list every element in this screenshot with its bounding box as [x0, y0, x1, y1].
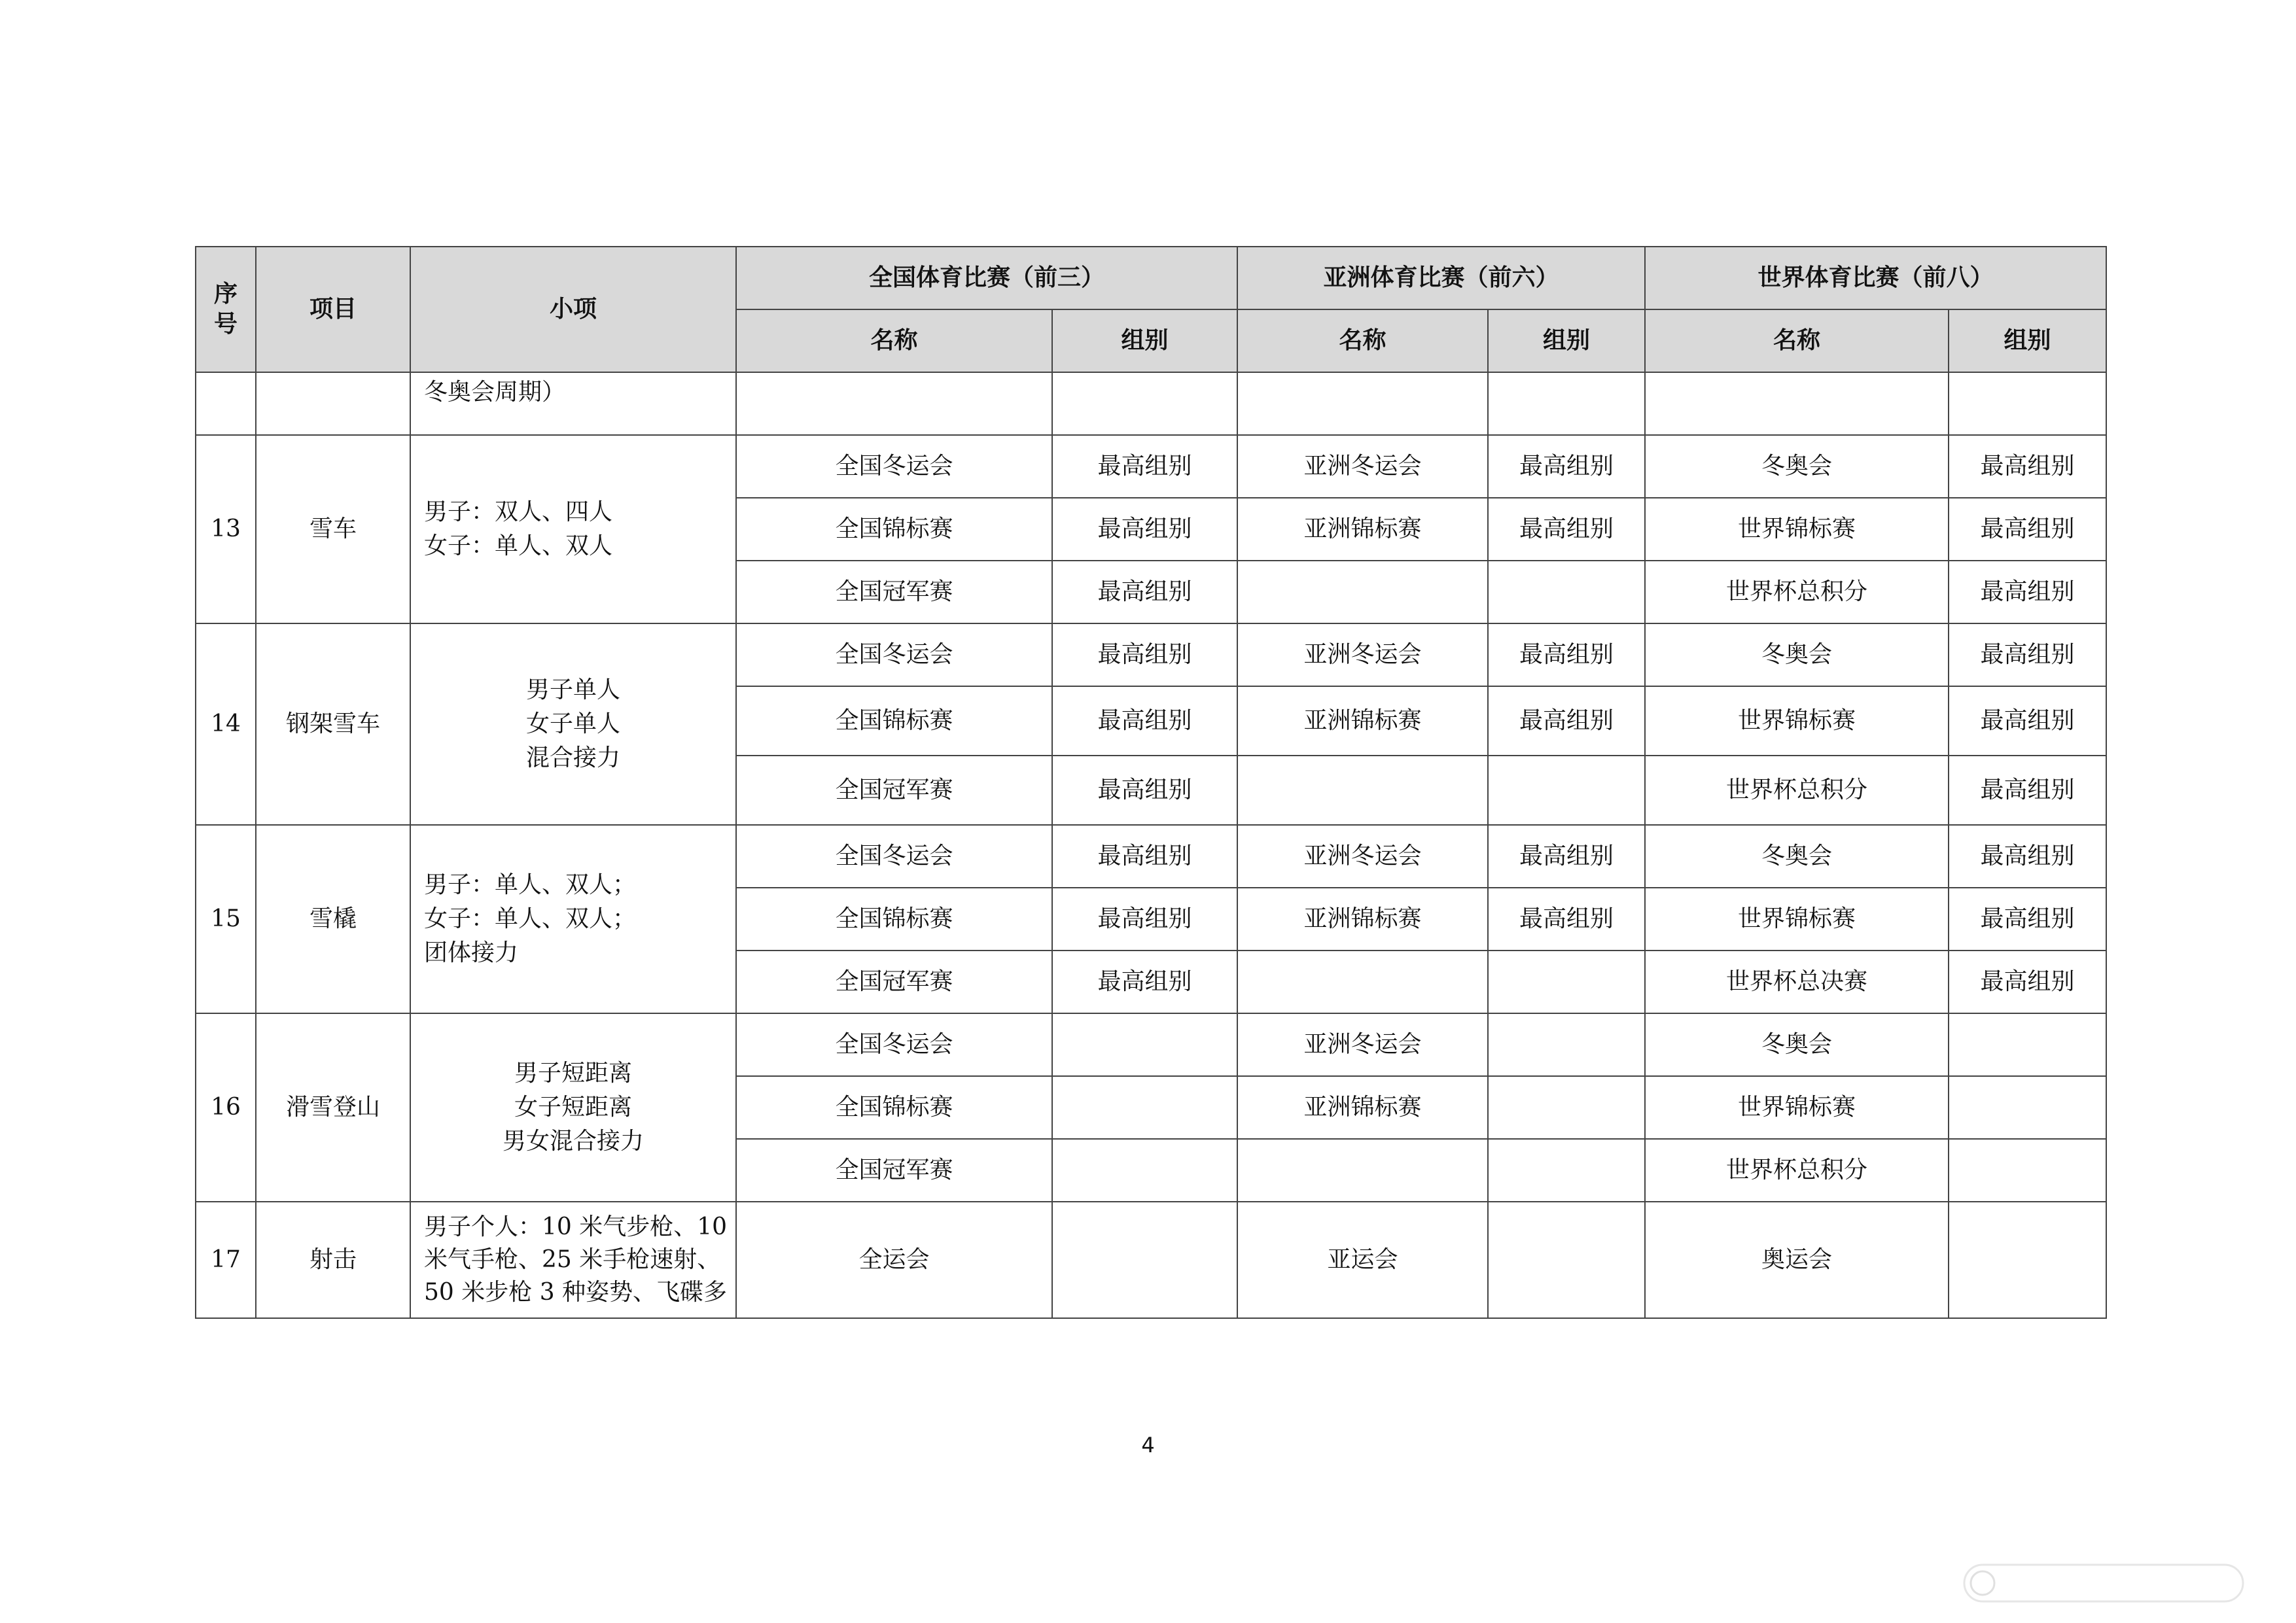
cell-national-group: [1052, 1139, 1237, 1202]
cell-national-name: 全国锦标赛: [736, 498, 1052, 561]
subitem-line: 男子：单人、双人；: [424, 871, 637, 898]
header-world: 世界体育比赛（前八）: [1645, 247, 2106, 309]
cell-asian-name: 亚洲锦标赛: [1237, 498, 1488, 561]
cell-asian-name: 亚洲锦标赛: [1237, 888, 1488, 951]
cell-asian-name: 亚洲冬运会: [1237, 825, 1488, 888]
cell-world-group: 最高组别: [1949, 951, 2106, 1013]
cell-national-group: 最高组别: [1052, 756, 1237, 825]
cell-world-name: 世界杯总积分: [1645, 1139, 1949, 1202]
cell-seq: 16: [196, 1013, 256, 1202]
cell-national-group: 最高组别: [1052, 888, 1237, 951]
cell-world-name: 冬奥会: [1645, 623, 1949, 686]
table-row: [196, 1202, 2106, 1318]
cell-project: 雪车: [256, 435, 410, 623]
cell-national-name: 全国冠军赛: [736, 951, 1052, 1013]
cell-asian-name: 亚运会: [1237, 1202, 1488, 1318]
watermark-logo-icon: [1963, 1563, 2244, 1603]
cell-national-group: [1052, 1013, 1237, 1076]
cell-subitem: [410, 825, 736, 1013]
header-national-group: 组别: [1052, 309, 1237, 372]
cell-asian-name: [1237, 756, 1488, 825]
page-number: 4: [1141, 1433, 1155, 1457]
cell-project: 滑雪登山: [256, 1013, 410, 1202]
cell-national-name: 全国冠军赛: [736, 561, 1052, 623]
cell-national-group: 最高组别: [1052, 561, 1237, 623]
cell-national-group: 最高组别: [1052, 623, 1237, 686]
cell-asian-group: [1488, 1139, 1645, 1202]
cell-world-name: 冬奥会: [1645, 1013, 1949, 1076]
cell-empty: [1645, 372, 1949, 435]
subitem-line: 男子：双人、四人: [424, 498, 613, 525]
cell-subitem: [410, 1013, 736, 1202]
cell-national-name: 全国冬运会: [736, 435, 1052, 498]
cell-national-name: 全国锦标赛: [736, 888, 1052, 951]
cell-project: 射击: [256, 1202, 410, 1318]
cell-asian-name: 亚洲锦标赛: [1237, 686, 1488, 756]
table-row: [196, 825, 2106, 888]
cell-asian-name: 亚洲冬运会: [1237, 435, 1488, 498]
cell-asian-group: 最高组别: [1488, 498, 1645, 561]
cell-world-group: 最高组别: [1949, 825, 2106, 888]
cell-world-group: [1949, 1139, 2106, 1202]
cell-world-group: [1949, 1076, 2106, 1139]
cell-world-group: 最高组别: [1949, 498, 2106, 561]
cell-world-name: 世界杯总积分: [1645, 561, 1949, 623]
cell-asian-group: 最高组别: [1488, 435, 1645, 498]
cell-national-name: 全国冠军赛: [736, 1139, 1052, 1202]
header-project: 项目: [256, 247, 410, 372]
cell-national-group: 最高组别: [1052, 951, 1237, 1013]
cell-national-name: 全国冬运会: [736, 1013, 1052, 1076]
header-asian-group: 组别: [1488, 309, 1645, 372]
continued-seq: [196, 372, 256, 435]
cell-world-name: 世界锦标赛: [1645, 1076, 1949, 1139]
cell-world-group: 最高组别: [1949, 686, 2106, 756]
subitem-line: 男女混合接力: [502, 1128, 644, 1155]
cell-asian-name: [1237, 1139, 1488, 1202]
cell-asian-group: [1488, 951, 1645, 1013]
cell-seq: 13: [196, 435, 256, 623]
cell-project: 钢架雪车: [256, 623, 410, 825]
cell-asian-name: [1237, 951, 1488, 1013]
cell-world-group: [1949, 1013, 2106, 1076]
subitem-line: 50 米步枪 3 种姿势、飞碟多: [424, 1279, 728, 1306]
cell-asian-group: [1488, 1202, 1645, 1318]
header-world-name: 名称: [1645, 309, 1949, 372]
cell-seq: 15: [196, 825, 256, 1013]
cell-world-group: 最高组别: [1949, 623, 2106, 686]
cell-national-group: 最高组别: [1052, 825, 1237, 888]
cell-world-name: 世界锦标赛: [1645, 686, 1949, 756]
cell-project: 雪橇: [256, 825, 410, 1013]
cell-national-group: 最高组别: [1052, 498, 1237, 561]
cell-world-name: 世界锦标赛: [1645, 498, 1949, 561]
cell-empty: [1052, 372, 1237, 435]
cell-asian-group: [1488, 1076, 1645, 1139]
cell-world-group: [1949, 1202, 2106, 1318]
subitem-line: 女子短距离: [514, 1094, 632, 1121]
cell-asian-group: 最高组别: [1488, 623, 1645, 686]
cell-world-name: 世界锦标赛: [1645, 888, 1949, 951]
cell-national-name: 全国冬运会: [736, 825, 1052, 888]
subitem-line: 男子单人: [525, 676, 620, 703]
cell-asian-group: [1488, 1013, 1645, 1076]
subitem-line: 女子：单人、双人: [424, 532, 613, 559]
cell-seq: 17: [196, 1202, 256, 1318]
cell-national-group: 最高组别: [1052, 686, 1237, 756]
subitem-line: 团体接力: [424, 939, 519, 966]
cell-asian-group: [1488, 756, 1645, 825]
cell-asian-group: 最高组别: [1488, 888, 1645, 951]
cell-subitem: [410, 1202, 736, 1318]
continued-project: [256, 372, 410, 435]
cell-world-group: 最高组别: [1949, 888, 2106, 951]
cell-subitem: [410, 623, 736, 825]
header-national: 全国体育比赛（前三）: [736, 247, 1237, 309]
header-asian-name: 名称: [1237, 309, 1488, 372]
cell-world-name: 冬奥会: [1645, 825, 1949, 888]
subitem-line: 混合接力: [525, 744, 620, 771]
header-world-group: 组别: [1949, 309, 2106, 372]
cell-national-group: [1052, 1202, 1237, 1318]
cell-national-name: 全国冬运会: [736, 623, 1052, 686]
subitem-line: 女子：单人、双人；: [424, 905, 637, 932]
header-subitem: 小项: [410, 247, 736, 372]
cell-empty: [1237, 372, 1488, 435]
header-national-name: 名称: [736, 309, 1052, 372]
cell-empty: [736, 372, 1052, 435]
sports-events-table: [195, 246, 2107, 1319]
cell-asian-name: 亚洲冬运会: [1237, 623, 1488, 686]
cell-world-name: 奥运会: [1645, 1202, 1949, 1318]
cell-asian-name: 亚洲锦标赛: [1237, 1076, 1488, 1139]
cell-world-group: 最高组别: [1949, 756, 2106, 825]
cell-asian-name: [1237, 561, 1488, 623]
cell-asian-group: 最高组别: [1488, 825, 1645, 888]
cell-world-group: 最高组别: [1949, 561, 2106, 623]
subitem-line: 男子个人：10 米气步枪、10: [424, 1213, 728, 1240]
table-row: [196, 1013, 2106, 1076]
cell-national-name: 全运会: [736, 1202, 1052, 1318]
cell-asian-group: [1488, 561, 1645, 623]
table-row-continued: [196, 372, 2106, 435]
cell-national-group: [1052, 1076, 1237, 1139]
cell-world-group: 最高组别: [1949, 435, 2106, 498]
header-asian: 亚洲体育比赛（前六）: [1237, 247, 1645, 309]
header-seq: 序号: [196, 247, 256, 372]
cell-subitem: [410, 435, 736, 623]
cell-world-name: 世界杯总决赛: [1645, 951, 1949, 1013]
cell-seq: 14: [196, 623, 256, 825]
subitem-line: 米气手枪、25 米手枪速射、: [424, 1246, 721, 1273]
cell-national-name: 全国锦标赛: [736, 1076, 1052, 1139]
cell-national-name: 全国锦标赛: [736, 686, 1052, 756]
cell-empty: [1949, 372, 2106, 435]
cell-empty: [1488, 372, 1645, 435]
subitem-line: 女子单人: [525, 710, 620, 737]
cell-national-name: 全国冠军赛: [736, 756, 1052, 825]
cell-world-name: 世界杯总积分: [1645, 756, 1949, 825]
cell-asian-group: 最高组别: [1488, 686, 1645, 756]
table-row: [196, 623, 2106, 686]
cell-world-name: 冬奥会: [1645, 435, 1949, 498]
table-row: [196, 435, 2106, 498]
continued-subitem: 冬奥会周期）: [410, 372, 736, 435]
subitem-line: 男子短距离: [514, 1060, 632, 1087]
cell-national-group: 最高组别: [1052, 435, 1237, 498]
cell-asian-name: 亚洲冬运会: [1237, 1013, 1488, 1076]
